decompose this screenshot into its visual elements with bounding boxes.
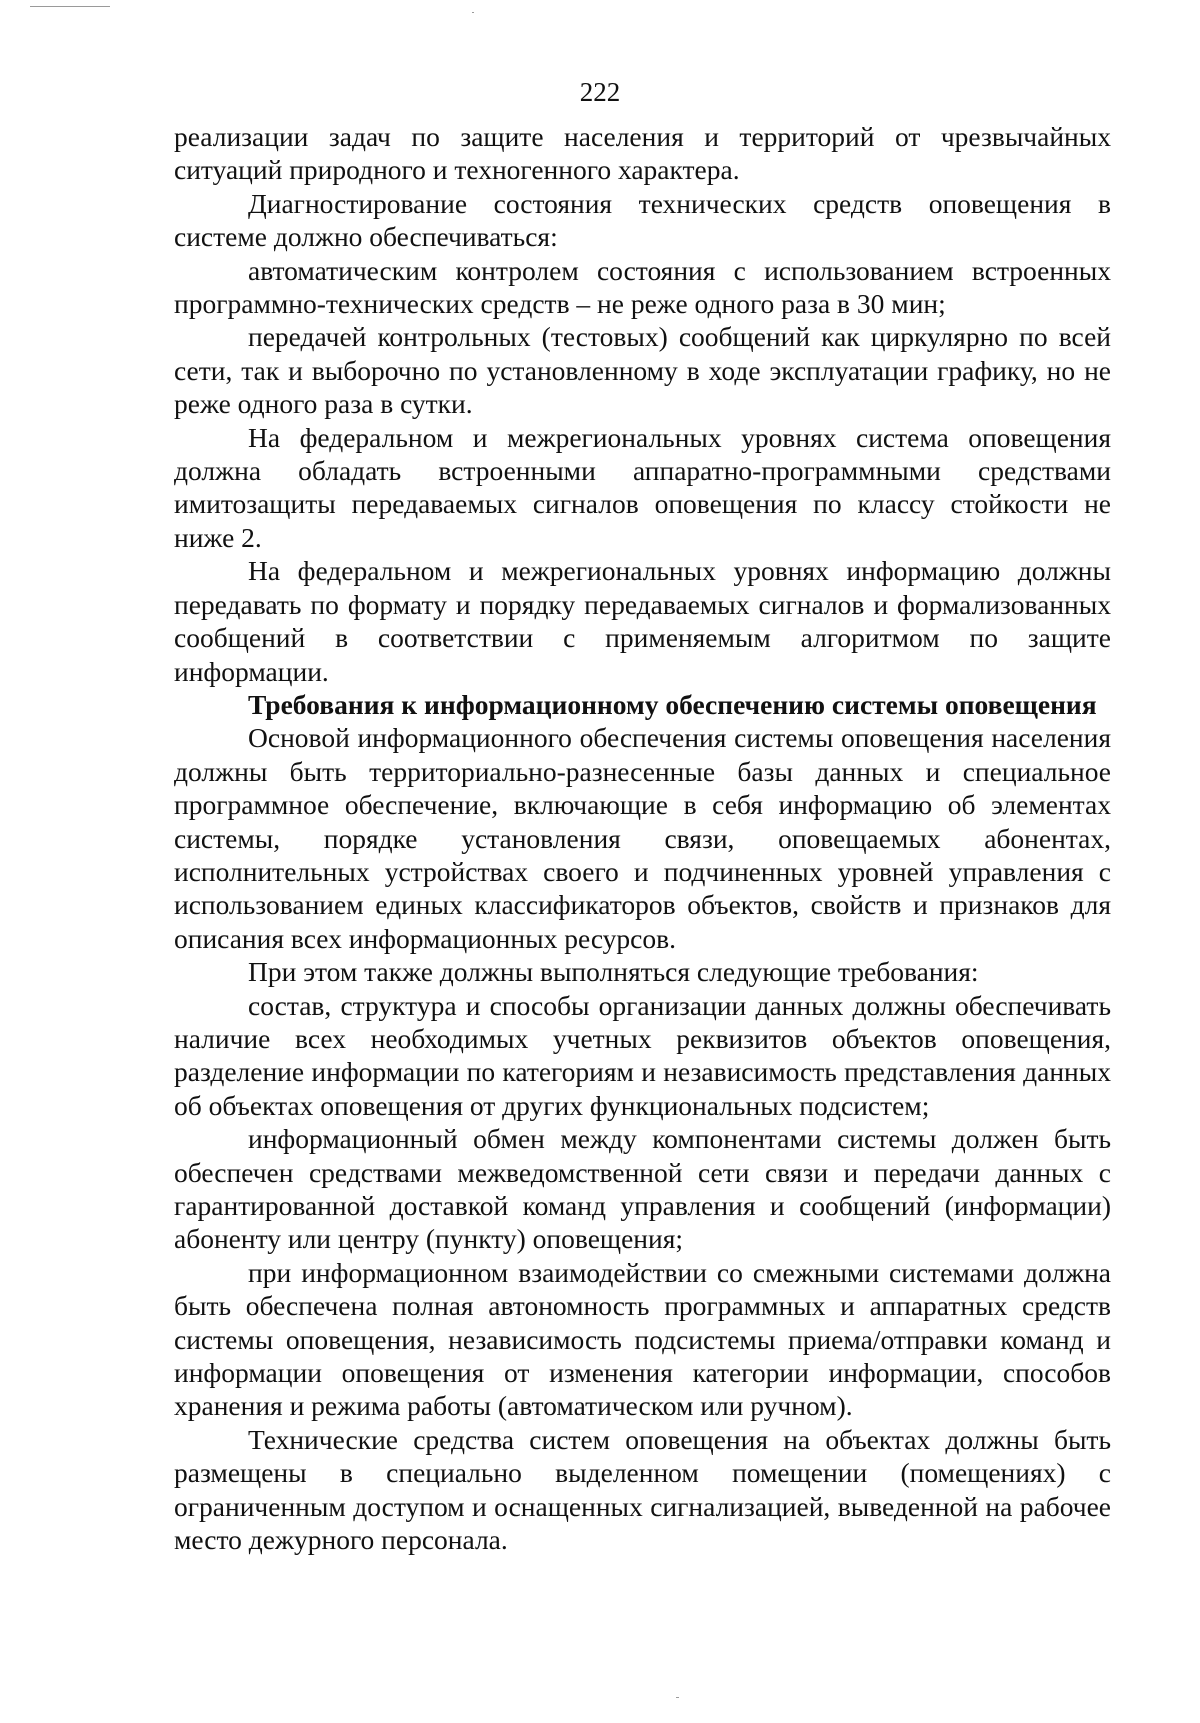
list-item-autonomy: при информационном взаимодействии со смежными системами должна быть обеспечена полная автономность программных и аппаратных средств системы оповещения, независимость подсистемы приема/отправки команд и информации оповещения от изменения категории информации, способов хранения и режима работы (автоматическом или ручном).	[174, 1256, 1111, 1422]
page-number: 222	[579, 77, 621, 107]
paragraph-imitation-protection: На федеральном и межрегиональных уровнях система оповещения должна обладать встроенными аппаратно-программными средствами имитозащиты передаваемых сигналов оповещения по классу стойкости не ниже 2.	[174, 421, 1111, 553]
list-item-test-messages: передачей контрольных (тестовых) сообщений как циркулярно по всей сети, так и выборочно по установленному в ходе эксплуатации графику, но не реже одного раза в сутки.	[174, 321, 1111, 420]
paragraph-requirements-intro: При этом также должны выполняться следующие требования:	[248, 956, 979, 988]
scan-artifact-bottom	[676, 1697, 679, 1698]
document-body	[174, 120, 1111, 1556]
section-heading: Требования к информационному обеспечению системы оповещения	[248, 688, 1097, 720]
scan-artifact-top-left	[30, 6, 110, 7]
paragraph-information-basis: Основой информационного обеспечения системы оповещения населения должны быть территориально-разнесенные базы данных и специальное программное обеспечение, включающие в себя информацию об элементах системы, порядке установления связи, оповещаемых абонентах, исполнительных устройствах своего и подчиненных уровней управления с использованием единых классификаторов объектов, свойств и признаков для описания всех информационных ресурсов.	[174, 722, 1111, 954]
paragraph-transmission-format: На федеральном и межрегиональных уровнях информацию должны передавать по формату и порядку передаваемых сигналов и формализованных сообщений в соответствии с применяемым алгоритмом по защите информации.	[174, 555, 1111, 687]
paragraph-diagnostics: Диагностирование состояния технических средств оповещения в системе должно обеспечиваться:	[174, 187, 1111, 253]
list-item-data-organization: состав, структура и способы организации данных должны обеспечивать наличие всех необходимых учетных реквизитов объектов оповещения, разделение информации по категориям и независимость представления данных об объектах оповещения от других функциональных подсистем;	[174, 989, 1111, 1121]
scan-artifact-top-center	[472, 12, 474, 13]
paragraph-continuation: реализации задач по защите населения и территорий от чрезвычайных ситуаций природного и техногенного характера.	[174, 121, 1111, 186]
list-item-information-exchange: информационный обмен между компонентами системы должен быть обеспечен средствами межведомственной сети связи и передачи данных с гарантированной доставкой команд управления и сообщений (информации) абоненту или центру (пункту) оповещения;	[174, 1123, 1111, 1255]
paragraph-equipment-placement: Технические средства систем оповещения на объектах должны быть размещены в специально выделенном помещении (помещениях) с ограниченным доступом и оснащенных сигнализацией, выведенной на рабочее место дежурного персонала.	[174, 1423, 1111, 1556]
list-item-automatic-control: автоматическим контролем состояния с использованием встроенных программно-технических средств – не реже одного раза в 30 мин;	[174, 254, 1111, 320]
